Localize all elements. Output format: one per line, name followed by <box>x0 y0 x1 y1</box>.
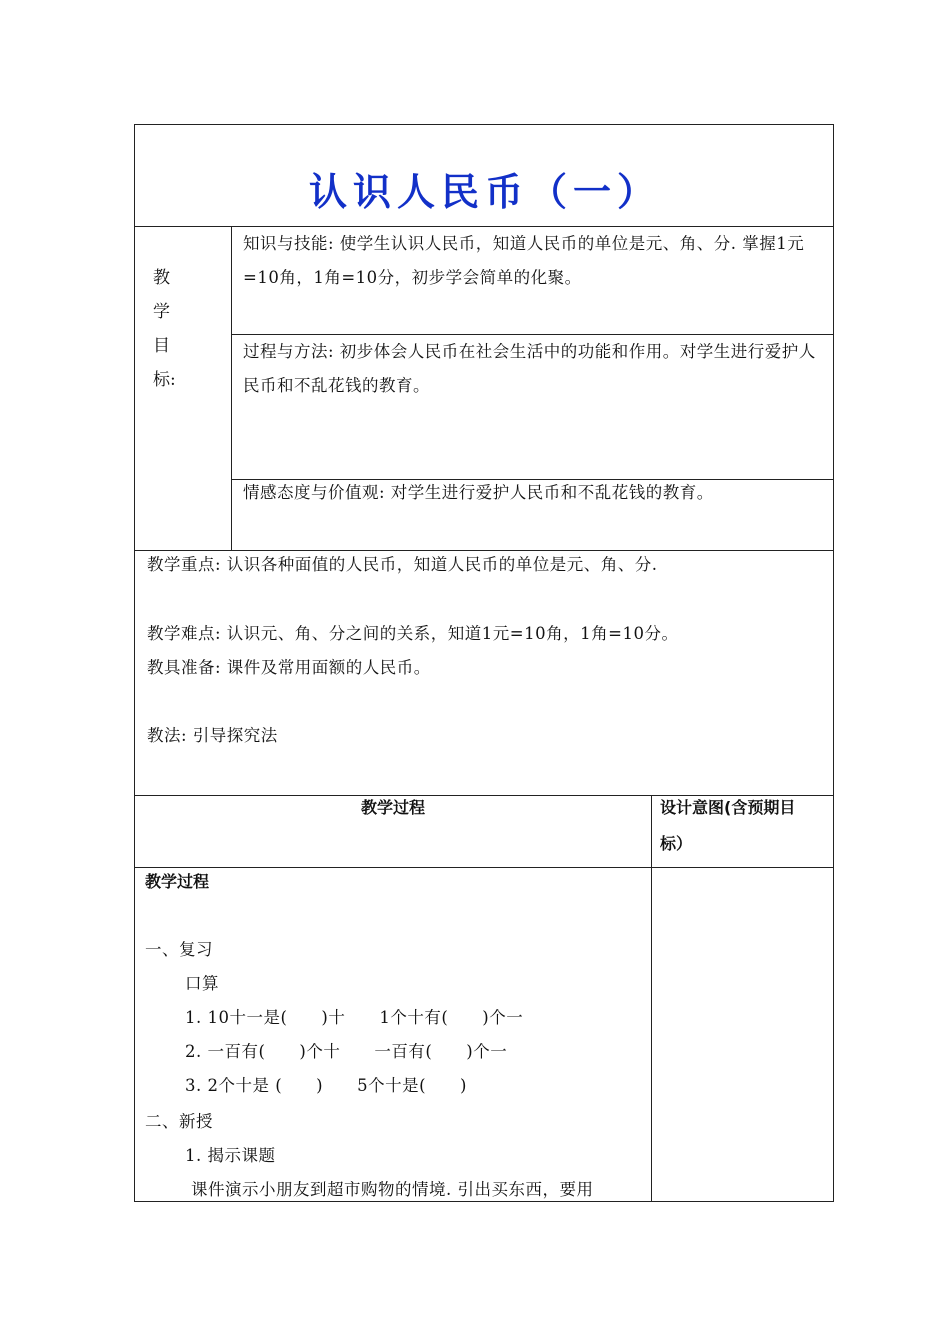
objectives-label <box>153 261 183 397</box>
page-title: 认识人民币（一） <box>308 170 661 214</box>
divider <box>135 867 833 868</box>
reveal-topic: 1. 揭示课题 <box>185 1146 276 1165</box>
process-heading: 教学过程 <box>145 872 210 891</box>
lesson-plan-table <box>134 124 834 1202</box>
divider <box>231 226 232 550</box>
intent-header-line1: 设计意图(含预期目 <box>660 798 796 817</box>
objective-method: 过程与方法: 初步体会人民币在社会生活中的功能和作用。对学生进行爱护人民币和不乱花钱的教育。 <box>243 342 816 395</box>
process-header: 教学过程 <box>360 798 425 817</box>
difficulty: 教学难点: 认识元、角、分之间的关系，知道1元=10角，1角=10分。 <box>147 624 679 643</box>
question-2: 2. 一百有( )个十 一百有( )个一 <box>185 1042 508 1061</box>
question-1: 1. 10十一是( )十 1个十有( )个一 <box>185 1008 524 1027</box>
objectives-label-char: 教 <box>153 268 170 288</box>
objectives-label-char: 学 <box>153 302 170 322</box>
section-review: 一、复习 <box>145 940 213 959</box>
objectives-label-char: 标: <box>153 370 176 390</box>
intro-text: 课件演示小朋友到超市购物的情境. 引出买东西，要用 <box>191 1180 594 1199</box>
key-point: 教学重点: 认识各种面值的人民币，知道人民币的单位是元、角、分. <box>147 555 658 574</box>
objective-knowledge: 知识与技能: 使学生认识人民币，知道人民币的单位是元、角、分. 掌握1元=10角，1角=10分，初步学会简单的化聚。 <box>243 234 805 287</box>
section-new: 二、新授 <box>145 1112 213 1131</box>
teaching-method: 教法: 引导探究法 <box>147 726 278 745</box>
objectives-label-char: 目 <box>153 336 170 356</box>
question-3: 3. 2个十是 ( ) 5个十是( ) <box>185 1076 467 1095</box>
materials: 教具准备: 课件及常用面额的人民币。 <box>147 658 431 677</box>
divider <box>651 795 652 1201</box>
oral-calc: 口算 <box>185 974 219 993</box>
objective-attitude: 情感态度与价值观: 对学生进行爱护人民币和不乱花钱的教育。 <box>243 483 714 502</box>
intent-header-line2: 标） <box>660 834 693 853</box>
